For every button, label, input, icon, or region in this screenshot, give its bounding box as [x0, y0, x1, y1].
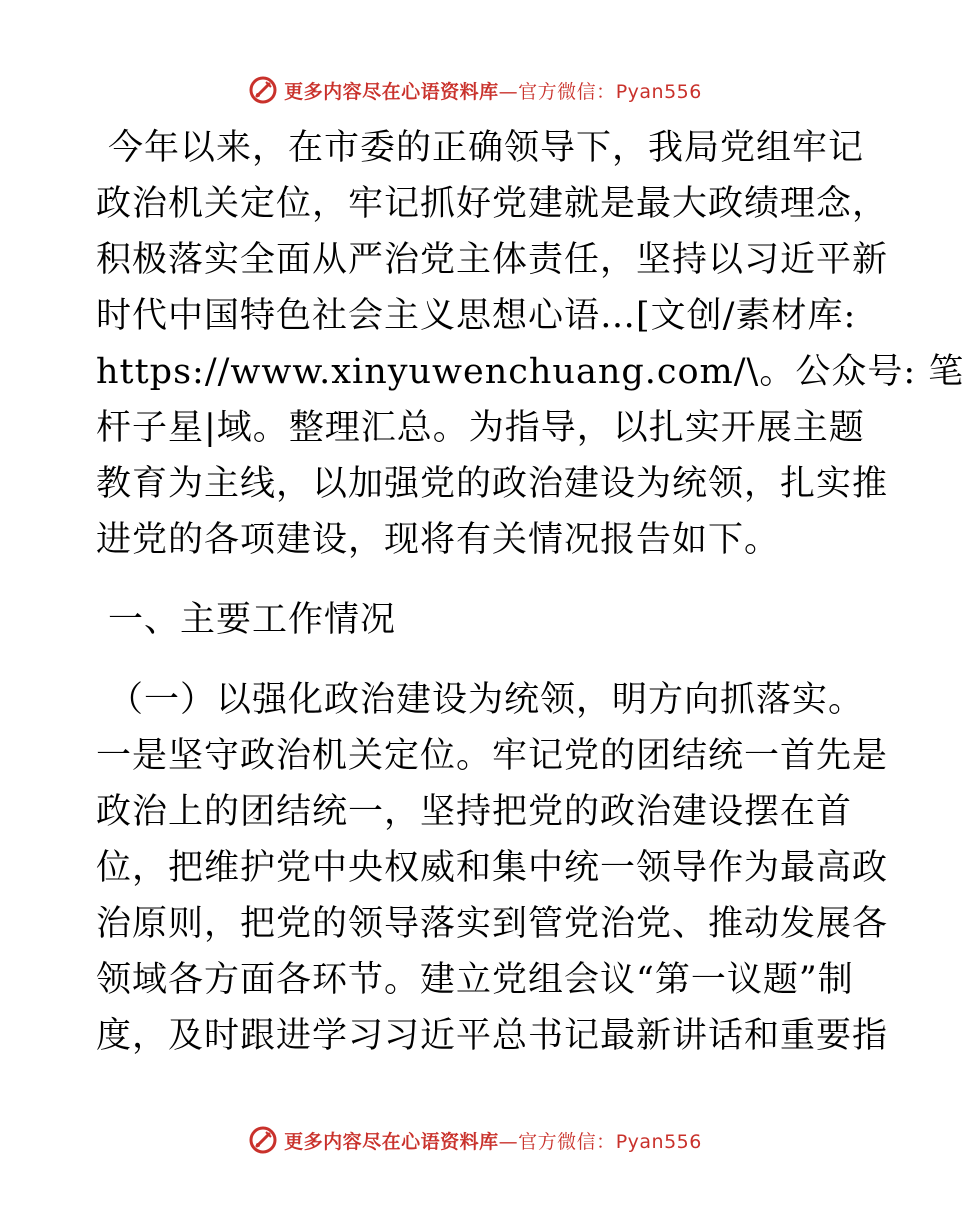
document-body [96, 120, 964, 1064]
text-line: 治原则，把党的领导落实到管党治党、推动发展各 [96, 904, 889, 944]
watermark-separator: — [498, 1130, 519, 1153]
text-line: 度，及时跟进学习习近平总书记最新讲话和重要指 [96, 1016, 889, 1056]
text-line: 政治上的团结统一，坚持把党的政治建设摆在首 [96, 792, 853, 832]
watermark-main-text: 更多内容尽在心语资料库 [284, 80, 499, 103]
text-line: 领域各方面各环节。建立党组会议“第一议题”制 [96, 960, 854, 1000]
header-watermark [0, 70, 950, 110]
text-line: 进党的各项建设，现将有关情况报告如下。 [96, 520, 781, 560]
subsection-heading: （一）以强化政治建设为统领，明方向抓落实。 [108, 680, 865, 720]
text-line: https://www.xinyuwenchuang.com/\。公众号: 笔 [96, 352, 964, 392]
intro-paragraph [96, 120, 964, 568]
text-line: 时代中国特色社会主义思想心语…[文创/素材库: [96, 296, 857, 336]
watermark-separator: — [498, 80, 519, 103]
text-line: 一是坚守政治机关定位。牢记党的团结统一首先是 [96, 736, 889, 776]
text-line: 积极落实全面从严治党主体责任，坚持以习近平新 [96, 240, 889, 280]
watermark-main-text: 更多内容尽在心语资料库 [284, 1130, 499, 1153]
body-paragraph [96, 728, 889, 1064]
text-line: 杆子星|域。整理汇总。为指导，以扎实开展主题 [96, 408, 865, 448]
text-line: 位，把维护党中央权威和集中统一领导作为最高政 [96, 848, 889, 888]
section-heading: 一、主要工作情况 [108, 600, 397, 640]
pen-logo-icon [248, 75, 278, 105]
watermark-wechat-label: 官方微信： [518, 80, 616, 103]
watermark-wechat-id: Pyan556 [615, 1130, 702, 1153]
watermark-wechat-label: 官方微信： [518, 1130, 616, 1153]
text-line: 政治机关定位，牢记抓好党建就是最大政绩理念， [96, 184, 889, 224]
watermark-wechat-id: Pyan556 [615, 80, 702, 103]
text-line: 今年以来，在市委的正确领导下，我局党组牢记 [108, 128, 865, 168]
pen-logo-icon [248, 1125, 278, 1155]
text-line: 教育为主线，以加强党的政治建设为统领，扎实推 [96, 464, 889, 504]
footer-watermark [0, 1120, 950, 1160]
